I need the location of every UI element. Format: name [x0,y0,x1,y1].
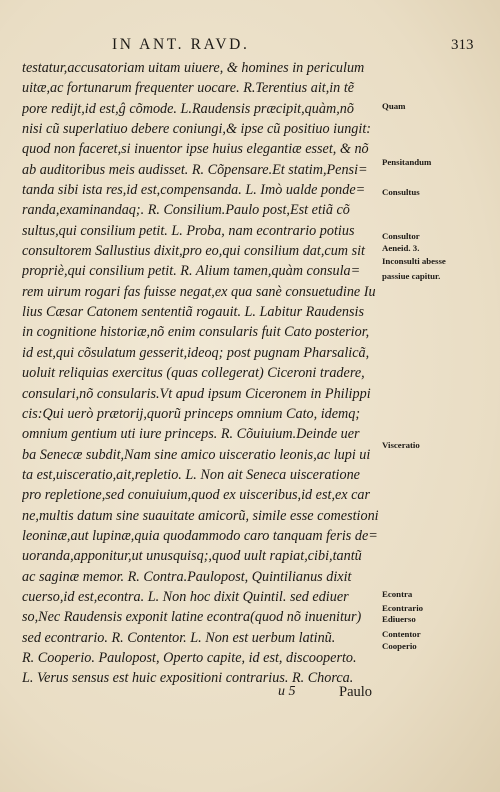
marginal-note: Consultor [382,231,420,241]
text-line: cuerso,id est,econtra. L. Non hoc dixit Quintil. sed ediuer [22,588,349,605]
text-line: L. Verus sensus est huic expositioni contrarius. R. Chorca. [22,670,354,687]
marginal-note: Cooperio [382,641,417,651]
marginal-note: Econtra [382,589,413,599]
text-line: nisi cũ superlatiuo debere coniungi,& ipse cũ positiuo iungit: [22,121,371,138]
text-line: sultus,qui consilium petit. L. Proba, nam econtrario potius [22,222,355,239]
text-line: testatur,accusatoriam uitam uiuere, & homines in periculum [22,60,365,76]
text-line: R. Cooperio. Paulopost, Operto capite, id est, discooperto. [22,649,357,666]
text-line: so,Nec Raudensis exponit latine econtra(quod nõ inuenitur) [22,609,362,626]
text-line: uitæ,ac fortunarum frequenter uocare. R.Terentius ait,in tẽ [22,80,355,97]
marginal-note: Inconsulti abesse [382,256,446,266]
text-line: rem uirum rogari fas fuisse negat,ex qua sanè consuetudine Iu [22,283,376,300]
text-line: ab auditoribus meis audisset. R. Cõpensare.Et statim,Pensi= [22,161,368,178]
text-line: ba Senecæ subdit,Nam sine amico uisceratio leonis,ac lupi ui [22,446,371,463]
text-line: ac saginæ memor. R. Contra.Paulopost, Quintilianus dixit [22,568,352,585]
text-line: leoninæ,aut lupinæ,quia quodammodo caro tanquam feris de= [22,527,378,544]
marginal-note: Aeneid. 3. [382,243,420,253]
text-line: tanda sibi ista res,id est,compensanda. L. Imò ualde ponde= [22,182,366,199]
text-line: consultorem Sallustius dixit,pro eo,qui consilium dat,cum sit [22,243,365,260]
text-line: randa,examinandaq;. R. Consilium.Paulo post,Est etiã cõ [22,202,350,219]
text-line: in cognitione historiæ,nõ enim consularis fuit Cato posterior, [22,324,370,341]
text-line: lius Cæsar Catonem sententiã rogauit. L. Labitur Raudensis [22,304,364,321]
text-line: pro repletione,sed conuiuium,quod ex uisceribus,id est,ex car [22,487,371,504]
marginal-note: Econtrario [382,603,424,613]
marginal-note: Pensitandum [382,157,432,167]
marginal-note: Consultus [382,187,420,197]
marginal-note: Visceratio [382,440,420,450]
text-line: uoluit reliquias exercitus (quas collegerat) Ciceroni tradere, [22,365,365,382]
text-line: uoranda,apponitur,ut unusquisq;,quod uult rapiat,cibi,tantũ [22,548,362,565]
text-line: pore redijt,id est,ĝ cõmode. L.Raudensis præcipit,quàm,nõ [22,100,354,117]
marginal-note: Quam [382,101,406,111]
page-number: 313 [451,37,474,53]
text-line: ne,multis datum sine suauitate amicorũ, simile esse comestioni [22,507,379,524]
main-text-block [22,58,380,689]
text-line: propriè,qui consilium petit. R. Alium tamen,quàm consula= [22,263,361,280]
text-line: ta est,uisceratio,ait,repletio. L. Non ait Seneca uisceratione [22,466,360,483]
signature-mark: u 5 [278,684,296,699]
text-line: consulari,nõ consularis.Vt apud ipsum Ciceronem in Philippi [22,385,371,402]
text-line: quod non faceret,si inuentor ipse huius elegantiæ esset, & nõ [22,141,369,158]
text-line: omnium gentium uti iure princeps. R. Cõuiuium.Deinde uer [22,426,360,443]
marginal-note: Ediuerso [382,614,416,624]
catchword: Paulo [339,684,373,700]
text-line: sed econtrario. R. Contentor. L. Non est uerbum latinũ. [22,629,336,646]
marginal-note: passiue capitur. [382,271,441,281]
text-line: cis:Qui uerò prætorij,quorũ princeps omnium Cato, idemq; [22,405,361,422]
marginal-note: Contentor [382,629,421,639]
text-line: id est,qui cõsulatum gesserit,ideoq; post pugnam Pharsalicã, [22,344,370,361]
running-head: IN ANT. RAVD. [112,36,250,53]
